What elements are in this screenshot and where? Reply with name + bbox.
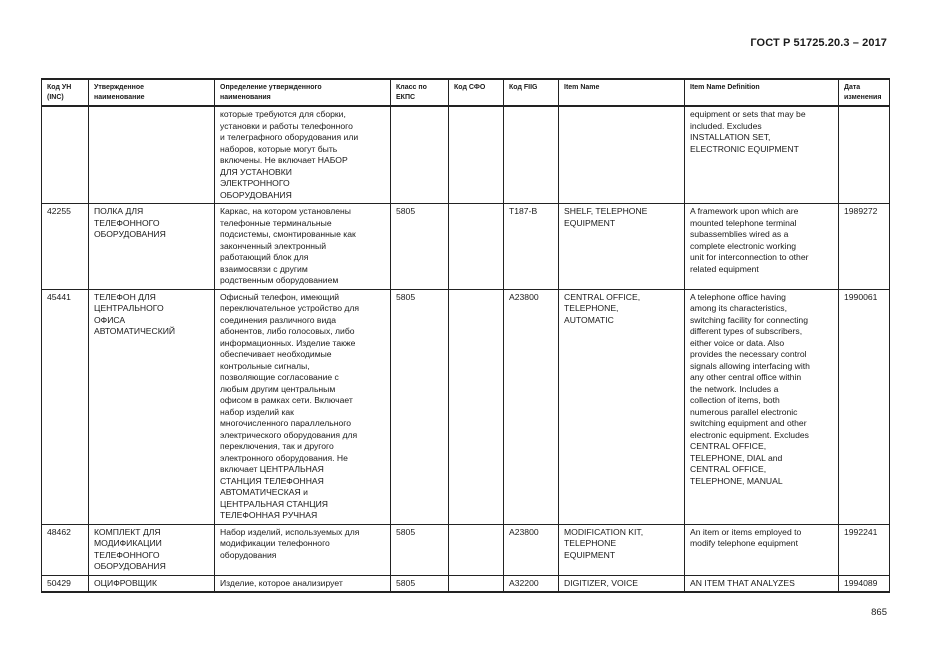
cell-text-line: подсистемы, смонтированные как (220, 229, 356, 240)
document-header: ГОСТ Р 51725.20.3 – 2017 (750, 37, 887, 49)
column-header-inc (42, 79, 89, 106)
cell-text-line: МОДИФИКАЦИИ (94, 538, 162, 549)
cell-text-line: КОМПЛЕКТ ДЛЯ (94, 526, 161, 537)
cell-text-line: related equipment (690, 263, 759, 274)
cell-text-line: родственным оборудованием (220, 275, 339, 286)
cell-text-line: информационных. Изделие также (220, 337, 356, 348)
cell-text-line: TELEPHONE, MANUAL (690, 475, 783, 486)
cell-text-line: включены. Не включает НАБОР (220, 155, 348, 166)
cell-text-line: collection of items, both (690, 395, 780, 406)
cell-text-line: законченный электронный (220, 240, 327, 251)
cell-text-line: ОБОРУДОВАНИЯ (220, 189, 292, 200)
header-line: наименования (220, 93, 271, 101)
cell-text-line: ЦЕНТРАЛЬНАЯ СТАНЦИЯ (220, 498, 328, 509)
header-line: Код СФО (454, 84, 486, 91)
column-header-ekps-class (391, 79, 449, 106)
item-name-definition-cell (685, 524, 839, 575)
cell-text-line: СТАНЦИЯ ТЕЛЕФОННАЯ (220, 475, 324, 486)
sfo-code-cell (449, 106, 504, 204)
cell-text-line: subassemblies wired as a (690, 229, 789, 240)
cell-text-line: офисом в рамках сети. Включает (220, 395, 353, 406)
cell-text-line: ПОЛКА ДЛЯ (94, 206, 144, 217)
inc-cell: 45441 (42, 289, 89, 524)
cell-text-line: AUTOMATIC (564, 314, 614, 325)
cell-text-line: either voice or data. Also (690, 337, 785, 348)
change-date-cell: 1989272 (839, 204, 890, 290)
cell-text-line: AN ITEM THAT ANALYZES (690, 577, 795, 588)
approved-name-cell (89, 106, 215, 204)
cell-text-line: электрического оборудования для (220, 429, 358, 440)
item-name-definition-cell (685, 106, 839, 204)
cell-text-line: complete electronic working (690, 240, 797, 251)
cell-text-line: АВТОМАТИЧЕСКАЯ и (220, 487, 308, 498)
cell-text-line: included. Excludes (690, 120, 762, 131)
fiig-code-cell: T187-B (504, 204, 559, 290)
ekps-class-cell: 5805 (391, 289, 449, 524)
approved-name-cell (89, 575, 215, 592)
cell-text-line: ТЕЛЕФОННОГО (94, 217, 160, 228)
cell-text-line: ТЕЛЕФОННОГО (94, 549, 160, 560)
table-body (42, 106, 890, 592)
fiig-code-cell: A23800 (504, 289, 559, 524)
cell-text-line: которые требуются для сборки, (220, 109, 346, 120)
approved-name-cell (89, 204, 215, 290)
cell-text-line: the network. Includes a (690, 383, 779, 394)
sfo-code-cell (449, 524, 504, 575)
column-header-fiig-code (504, 79, 559, 106)
item-name-definition-cell (685, 204, 839, 290)
cell-text-line: переключения, так и другого (220, 441, 334, 452)
cell-text-line: signals allowing interfacing with (690, 360, 810, 371)
definition-cell (215, 524, 391, 575)
cell-text-line: INSTALLATION SET, (690, 132, 771, 143)
cell-text-line: different types of subscribers, (690, 326, 803, 337)
ekps-class-cell: 5805 (391, 524, 449, 575)
cell-text-line: Каркас, на котором установлены (220, 206, 351, 217)
cell-text-line: A framework upon which are (690, 206, 799, 217)
cell-text-line: ЦЕНТРАЛЬНОГО (94, 303, 164, 314)
cell-text-line: наборов, которые могут быть (220, 143, 338, 154)
cell-text-line: ТЕЛЕФОН ДЛЯ (94, 291, 156, 302)
cell-text-line: among its characteristics, (690, 303, 787, 314)
table-row (42, 289, 890, 524)
header-line: Item Name (564, 84, 600, 91)
header-line: изменения (844, 93, 882, 101)
change-date-cell: 1992241 (839, 524, 890, 575)
cell-text-line: An item or items employed to (690, 526, 802, 537)
cell-text-line: взаимосвязи с другим (220, 263, 308, 274)
item-name-cell (559, 524, 685, 575)
column-header-definition (215, 79, 391, 106)
cell-text-line: включает ЦЕНТРАЛЬНАЯ (220, 464, 324, 475)
inc-cell: 50429 (42, 575, 89, 592)
item-name-definition-cell (685, 289, 839, 524)
cell-text-line: ОБОРУДОВАНИЯ (94, 229, 166, 240)
cell-text-line: контрольные сигналы, (220, 360, 310, 371)
header-line: (INC) (47, 93, 64, 101)
definition-cell (215, 575, 391, 592)
cell-text-line: оборудования (220, 549, 277, 560)
cell-text-line: обеспечивает необходимые (220, 349, 332, 360)
cell-text-line: any other central office within (690, 372, 802, 383)
item-name-cell (559, 106, 685, 204)
cell-text-line: TELEPHONE, (564, 303, 619, 314)
header-line: Определение утвержденного (220, 84, 322, 91)
cell-text-line: A telephone office having (690, 291, 786, 302)
item-name-cell (559, 204, 685, 290)
header-line: Код УН (47, 84, 72, 91)
cell-text-line: SHELF, TELEPHONE (564, 206, 648, 217)
ekps-class-cell: 5805 (391, 204, 449, 290)
fiig-code-cell: A32200 (504, 575, 559, 592)
cell-text-line: любым другим центральным (220, 383, 336, 394)
header-line: Дата (844, 84, 861, 91)
cell-text-line: EQUIPMENT (564, 217, 616, 228)
cell-text-line: unit for interconnection to other (690, 252, 809, 263)
cell-text-line: equipment or sets that may be (690, 109, 806, 120)
sfo-code-cell (449, 575, 504, 592)
cell-text-line: EQUIPMENT (564, 549, 616, 560)
cell-text-line: переключательное устройство для (220, 303, 360, 314)
cell-text-line: MODIFICATION KIT, (564, 526, 644, 537)
sfo-code-cell (449, 204, 504, 290)
column-header-item-name-definition (685, 79, 839, 106)
header-line: Утвержденное (94, 84, 144, 91)
cell-text-line: и телеграфного оборудования или (220, 132, 359, 143)
ekps-class-cell: 5805 (391, 575, 449, 592)
item-name-cell (559, 575, 685, 592)
header-line: Класс по (396, 84, 427, 91)
cell-text-line: установки и работы телефонного (220, 120, 353, 131)
cell-text-line: ELECTRONIC EQUIPMENT (690, 143, 799, 154)
table-row (42, 106, 890, 204)
cell-text-line: modify telephone equipment (690, 538, 798, 549)
cell-text-line: ОЦИФРОВЩИК (94, 577, 157, 588)
cell-text-line: Офисный телефон, имеющий (220, 291, 340, 302)
cell-text-line: electronic equipment. Excludes (690, 429, 809, 440)
definition-cell (215, 289, 391, 524)
cell-text-line: CENTRAL OFFICE, (690, 441, 767, 452)
cell-text-line: АВТОМАТИЧЕСКИЙ (94, 326, 176, 337)
cell-text-line: набор изделий как (220, 406, 294, 417)
header-line: наименование (94, 93, 145, 101)
cell-text-line: абонентов, либо голосовых, либо (220, 326, 355, 337)
table-row (42, 524, 890, 575)
inc-cell: 48462 (42, 524, 89, 575)
cell-text-line: ТЕЛЕФОННАЯ РУЧНАЯ (220, 510, 318, 521)
cell-text-line: mounted telephone terminal (690, 217, 797, 228)
table-header-row (42, 79, 890, 106)
approved-name-cell (89, 289, 215, 524)
fiig-code-cell (504, 106, 559, 204)
item-names-table (41, 78, 890, 593)
cell-text-line: работающий блок для (220, 252, 309, 263)
cell-text-line: ЭЛЕКТРОННОГО (220, 178, 290, 189)
page-number: 865 (871, 607, 887, 618)
item-name-definition-cell (685, 575, 839, 592)
cell-text-line: CENTRAL OFFICE, (690, 464, 767, 475)
column-header-change-date (839, 79, 890, 106)
cell-text-line: позволяющие согласование с (220, 372, 339, 383)
column-header-sfo-code (449, 79, 504, 106)
cell-text-line: provides the necessary control (690, 349, 807, 360)
approved-name-cell (89, 524, 215, 575)
header-line: Item Name Definition (690, 84, 760, 91)
change-date-cell (839, 106, 890, 204)
inc-cell: 42255 (42, 204, 89, 290)
cell-text-line: DIGITIZER, VOICE (564, 577, 639, 588)
cell-text-line: электронного оборудования. Не (220, 452, 348, 463)
cell-text-line: Набор изделий, используемых для (220, 526, 360, 537)
cell-text-line: ОБОРУДОВАНИЯ (94, 561, 166, 572)
ekps-class-cell (391, 106, 449, 204)
cell-text-line: модификации телефонного (220, 538, 330, 549)
cell-text-line: многочисленного параллельного (220, 418, 351, 429)
column-header-approved-name (89, 79, 215, 106)
cell-text-line: телефонные терминальные (220, 217, 332, 228)
sfo-code-cell (449, 289, 504, 524)
cell-text-line: switching equipment and other (690, 418, 807, 429)
definition-cell (215, 204, 391, 290)
table-row (42, 575, 890, 592)
column-header-item-name (559, 79, 685, 106)
item-name-cell (559, 289, 685, 524)
change-date-cell: 1994089 (839, 575, 890, 592)
cell-text-line: TELEPHONE, DIAL and (690, 452, 783, 463)
header-line: ЕКПС (396, 93, 416, 101)
cell-text-line: switching facility for connecting (690, 314, 808, 325)
change-date-cell: 1990061 (839, 289, 890, 524)
cell-text-line: TELEPHONE (564, 538, 617, 549)
cell-text-line: ДЛЯ УСТАНОВКИ (220, 166, 292, 177)
table-row (42, 204, 890, 290)
header-line: Код FIIG (509, 84, 538, 91)
cell-text-line: ОФИСА (94, 314, 126, 325)
cell-text-line: numerous parallel electronic (690, 406, 798, 417)
cell-text-line: Изделие, которое анализирует (220, 577, 343, 588)
definition-cell (215, 106, 391, 204)
fiig-code-cell: A23800 (504, 524, 559, 575)
cell-text-line: CENTRAL OFFICE, (564, 291, 641, 302)
cell-text-line: соединения различного вида (220, 314, 337, 325)
inc-cell (42, 106, 89, 204)
